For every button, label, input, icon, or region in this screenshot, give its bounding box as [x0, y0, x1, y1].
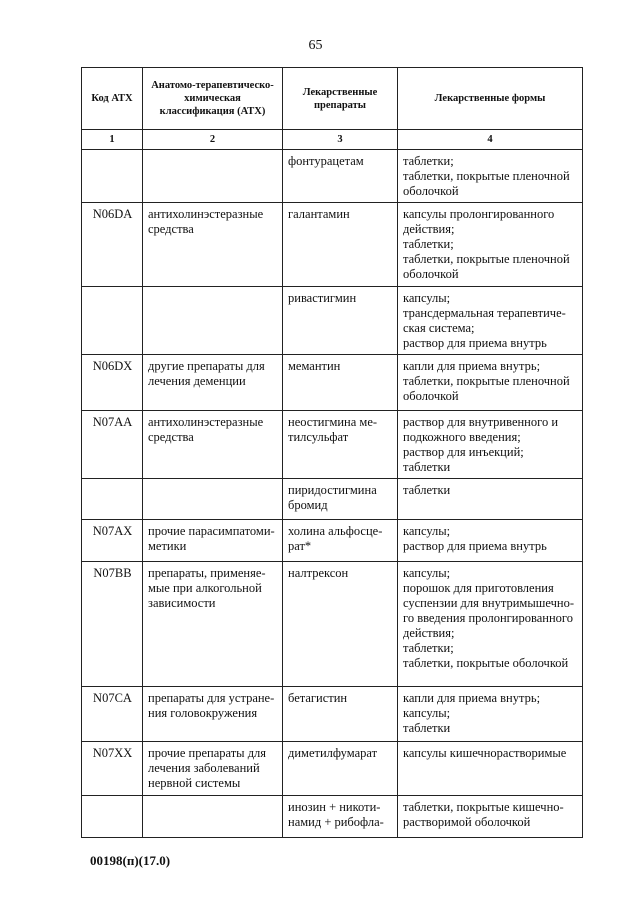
cell-drug: фонтурацетам — [283, 150, 398, 203]
cell-forms: раствор для внутривенного и подкожного введения; раствор для инъекций; таблетки — [398, 411, 583, 479]
cell-code: N07CA — [82, 687, 143, 742]
cell-code: N06DA — [82, 203, 143, 287]
table-row — [82, 355, 583, 411]
cell-drug: ривастигмин — [283, 287, 398, 355]
header-forms: Лекарственные формы — [398, 68, 583, 130]
cell-classification — [143, 796, 283, 838]
table-row — [82, 150, 583, 203]
atx-table — [81, 67, 583, 838]
table-row — [82, 796, 583, 838]
table-row — [82, 562, 583, 687]
table-body — [82, 150, 583, 838]
cell-drug: мемантин — [283, 355, 398, 411]
cell-classification: антихолинэстеразные средства — [143, 203, 283, 287]
column-number: 1 — [82, 130, 143, 150]
cell-classification: другие препараты для лечения деменции — [143, 355, 283, 411]
table-row — [82, 520, 583, 562]
header-code: Код АТХ — [82, 68, 143, 130]
cell-drug: налтрексон — [283, 562, 398, 687]
document-code: 00198(п)(17.0) — [90, 853, 171, 868]
cell-drug: галантамин — [283, 203, 398, 287]
column-number: 3 — [283, 130, 398, 150]
cell-forms: таблетки; таблетки, покрытые пленочной оболочкой — [398, 150, 583, 203]
cell-classification: препараты для устране-ния головокружения — [143, 687, 283, 742]
cell-forms: таблетки, покрытые кишечно-растворимой оболочкой — [398, 796, 583, 838]
cell-classification — [143, 287, 283, 355]
cell-forms: таблетки — [398, 479, 583, 520]
column-number: 4 — [398, 130, 583, 150]
cell-code: N06DX — [82, 355, 143, 411]
page-number: 65 — [308, 38, 323, 53]
cell-code: N07AX — [82, 520, 143, 562]
cell-drug: пиридостигмина бромид — [283, 479, 398, 520]
cell-drug: инозин + никоти-намид + рибофла- — [283, 796, 398, 838]
cell-drug: бетагистин — [283, 687, 398, 742]
cell-code — [82, 479, 143, 520]
cell-code — [82, 287, 143, 355]
cell-forms: капсулы пролонгированного действия; таблетки; таблетки, покрытые пленочной оболочкой — [398, 203, 583, 287]
cell-code — [82, 796, 143, 838]
table-row — [82, 203, 583, 287]
cell-forms: капсулы кишечнорастворимые — [398, 742, 583, 796]
cell-classification: препараты, применяе-мые при алкогольной зависимости — [143, 562, 283, 687]
cell-drug: холина альфосце-рат* — [283, 520, 398, 562]
column-number: 2 — [143, 130, 283, 150]
cell-forms: капли для приема внутрь; таблетки, покрытые пленочной оболочкой — [398, 355, 583, 411]
cell-drug: неостигмина ме-тилсульфат — [283, 411, 398, 479]
cell-forms: капсулы; порошок для приготовления суспензии для внутримышечно-го введения пролонгированного действия; таблетки; таблетки, покрытые оболочкой — [398, 562, 583, 687]
cell-classification: антихолинэстеразные средства — [143, 411, 283, 479]
cell-drug: диметилфумарат — [283, 742, 398, 796]
cell-code: N07XX — [82, 742, 143, 796]
table-row — [82, 687, 583, 742]
cell-classification — [143, 150, 283, 203]
cell-code: N07AA — [82, 411, 143, 479]
cell-forms: капли для приема внутрь; капсулы; таблетки — [398, 687, 583, 742]
header-classification: Анатомо-терапевтическо-химическая классификация (АТХ) — [143, 68, 283, 130]
table-row — [82, 742, 583, 796]
cell-classification: прочие парасимпатоми-метики — [143, 520, 283, 562]
table-row — [82, 479, 583, 520]
cell-forms: капсулы; раствор для приема внутрь — [398, 520, 583, 562]
cell-forms: капсулы; трансдермальная терапевтиче-ская система; раствор для приема внутрь — [398, 287, 583, 355]
table-row — [82, 287, 583, 355]
cell-code: N07BB — [82, 562, 143, 687]
header-drugs: Лекарственные препараты — [283, 68, 398, 130]
table-row — [82, 411, 583, 479]
cell-code — [82, 150, 143, 203]
cell-classification: прочие препараты для лечения заболеваний нервной системы — [143, 742, 283, 796]
cell-classification — [143, 479, 283, 520]
